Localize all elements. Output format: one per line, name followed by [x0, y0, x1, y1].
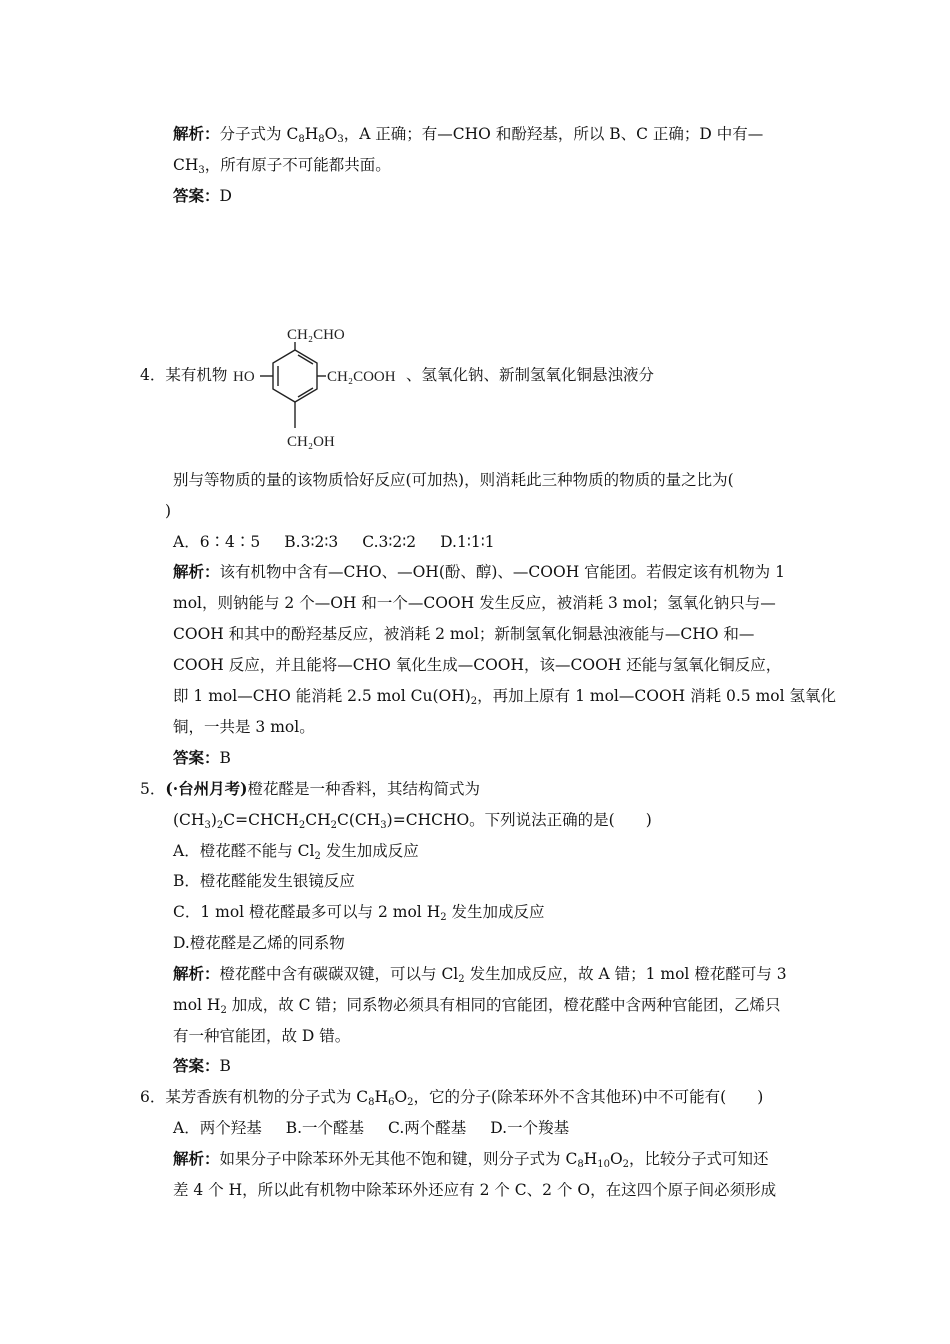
- q4-option-c: C.3∶2∶2: [362, 533, 417, 551]
- q4-option-a: A．6∶4∶5: [173, 533, 261, 551]
- q4-jiexi-line-5: 即 1 mol—CHO 能消耗 2.5 mol $Cu(OH)_2$，再加上原有 1 mol—COOH 消耗 0.5 mol 氢氧化: [173, 687, 837, 707]
- q4-stem-line-1b: 、氢氧化钠、新制氢氧化铜悬浊液分: [406, 366, 655, 384]
- q5-formula: $(CH_3)_2C=CHCH_2CH_2C(CH_3)=CHCHO$。下列说法正确的是( ): [173, 811, 652, 831]
- q4-answer: 答案：B: [173, 748, 231, 767]
- q4-option-d: D.1∶1∶1: [440, 533, 495, 551]
- q5-number: 5．: [140, 780, 166, 798]
- benzene-ring: [273, 350, 317, 402]
- q4-jiexi-line-1: 解析：该有机物中含有—CHO、—OH(酚、醇)、—COOH 官能团。若假定该有机物为 1: [173, 562, 785, 581]
- q4-jiexi-line-3: COOH 和其中的酚羟基反应，被消耗 2 mol；新制氢氧化铜悬浊液能与—CHO 和—: [173, 625, 755, 643]
- q4-jiexi-line-4: COOH 反应，并且能将—CHO 氧化生成—COOH，该—COOH 还能与氢氧化铜反应，: [173, 656, 782, 674]
- q6-option-a: A．两个羟基: [173, 1119, 262, 1137]
- group-ch2cooh: CH₂COOH: [327, 369, 396, 385]
- q5-source: (·台州月考): [165, 779, 248, 798]
- q5-option-d: D.橙花醛是乙烯的同系物: [173, 934, 345, 952]
- q4-option-b: B.3∶2∶3: [284, 533, 339, 551]
- q4-stem-line-1: 4．某有机物: [140, 366, 228, 384]
- q4-jiexi-line-2: mol，则钠能与 2 个—OH 和一个—COOH 发生反应，被消耗 3 mol；氢氧化钠只与—: [173, 594, 776, 612]
- q3-jiexi-label: 解析：: [173, 124, 220, 143]
- q5-jiexi-line-2: mol $H_2$ 加成，故 C 错；同系物必须具有相同的官能团，橙花醛中含两种官能团，乙烯只: [173, 996, 781, 1016]
- q6-jiexi-line-1: 解析：如果分子中除苯环外无其他不饱和键，则分子式为 $C_8H_{10}O_2$，比较分子式可知还: [173, 1149, 769, 1170]
- q5-option-a: A．橙花醛不能与 $Cl_2$ 发生加成反应: [173, 842, 419, 862]
- q6-jiexi-line-2: 差 4 个 H，所以此有机物中除苯环外还应有 2 个 C、2 个 O，在这四个原子间必须形成: [173, 1181, 777, 1199]
- group-ch2oh: CH₂OH: [287, 434, 335, 450]
- q3-jiexi-line-2: $CH_3$，所有原子不可能都共面。: [173, 156, 391, 176]
- q4-stem-line-3: ): [165, 502, 172, 520]
- q5-jiexi-line-1: 解析：橙花醛中含有碳碳双键，可以与 $Cl_2$ 发生加成反应，故 A 错；1 mol 橙花醛可与 3: [173, 964, 787, 985]
- q4-stem-line-2: 别与等物质的量的该物质恰好反应(可加热)，则消耗此三种物质的物质的量之比为(: [173, 471, 734, 489]
- q6-options: [173, 1118, 593, 1138]
- q5-answer: 答案：B: [173, 1056, 231, 1075]
- group-ch2cho: CH₂CHO: [287, 327, 345, 343]
- q6-stem: 6．某芳香族有机物的分子式为 $C_8H_6O_2$，它的分子(除苯环外不含其他环)中不可能有( ): [140, 1088, 764, 1108]
- q6-option-b: B.一个醛基: [285, 1119, 365, 1137]
- group-ho: HO: [233, 369, 255, 385]
- q5-stem-line-1: 5．(·台州月考)橙花醛是一种香料，其结构简式为: [140, 779, 480, 798]
- q3-jiexi-line-1: 解析：分子式为 $C_8H_8O_3$，A 正确；有—CHO 和酚羟基，所以 B、C 正确；D 中有—: [173, 124, 764, 145]
- q6-number: 6．: [140, 1088, 166, 1106]
- q5-option-b: B．橙花醛能发生银镜反应: [173, 872, 355, 890]
- q3-answer: 答案：D: [173, 186, 232, 205]
- q6-option-d: D.一个羧基: [490, 1119, 570, 1137]
- q4-options: [173, 532, 519, 552]
- q4-number: 4．: [140, 366, 166, 384]
- q4-jiexi-line-6: 铜，一共是 3 mol。: [173, 718, 315, 736]
- molecule-structure: [230, 322, 430, 454]
- q5-jiexi-line-3: 有一种官能团，故 D 错。: [173, 1027, 351, 1045]
- q5-option-c: C．1 mol 橙花醛最多可以与 2 mol $H_2$ 发生加成反应: [173, 903, 545, 923]
- q6-option-c: C.两个醛基: [388, 1119, 467, 1137]
